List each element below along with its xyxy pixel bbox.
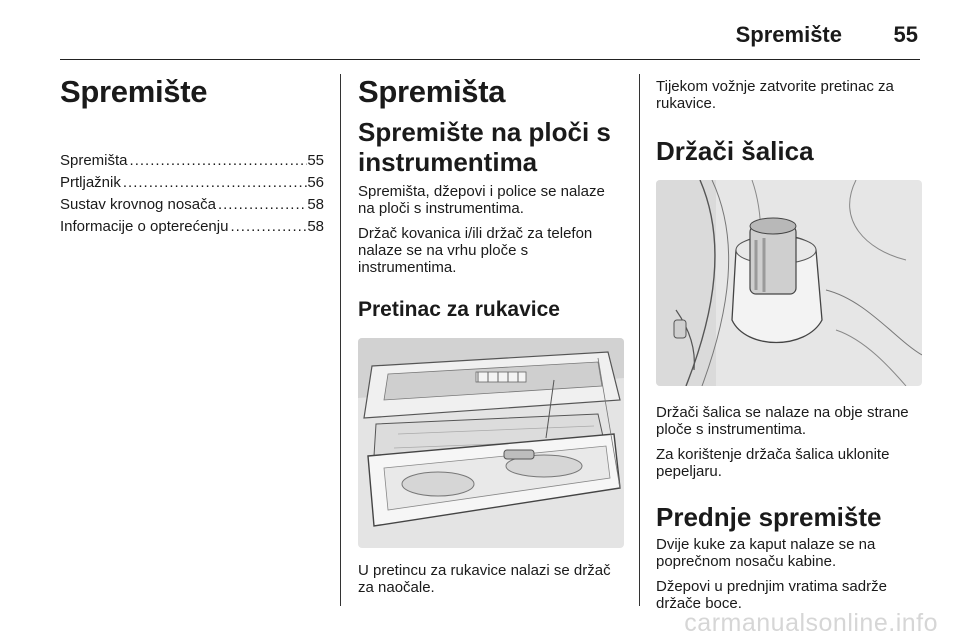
- toc-label: Spremišta: [60, 152, 128, 169]
- paragraph: Držač kovanica i/ili držač za telefon nalaze se na vrhu ploče s instrumentima.: [358, 225, 593, 276]
- toc-entry[interactable]: [60, 194, 324, 216]
- cupholder-illustration: [656, 180, 922, 386]
- page-header: [60, 14, 920, 60]
- chapter-column: [60, 74, 324, 238]
- toc-leader: [121, 172, 307, 194]
- subsection-title: Spremište na ploči s instrumentima: [358, 117, 611, 177]
- storage-column: [358, 74, 624, 596]
- toc-entry[interactable]: [60, 150, 324, 172]
- paragraph: Dvije kuke za kaput nalaze se na poprečnom nosaču kabine.: [656, 536, 876, 570]
- glovebox-drawing: [358, 338, 624, 548]
- paragraph: Tijekom vožnje zatvorite pretinac za rukavice.: [656, 78, 894, 112]
- paragraph: Džepovi u prednjim vratima sadrže držače boce.: [656, 578, 887, 612]
- watermark: carmanualsonline.info: [684, 609, 938, 637]
- section-title: Spremišta: [358, 74, 506, 109]
- paragraph: Spremišta, džepovi i police se nalaze na ploči s instrumentima.: [358, 183, 605, 217]
- chapter-title: Spremište: [60, 74, 208, 109]
- table-of-contents: [60, 150, 324, 238]
- glovebox-illustration: [358, 338, 624, 548]
- glovebox-caption: U pretincu za rukavice nalazi se držač za naočale.: [358, 562, 611, 596]
- cupholder-drawing: [656, 180, 922, 386]
- glovebox-heading: Pretinac za rukavice: [358, 298, 560, 321]
- toc-label: Prtljažnik: [60, 174, 121, 191]
- toc-entry[interactable]: [60, 216, 324, 238]
- toc-page: 58: [307, 196, 324, 213]
- page-number: 55: [893, 22, 918, 47]
- paragraph: Držači šalica se nalaze na obje strane ploče s instrumentima.: [656, 404, 909, 438]
- column-divider-1: [340, 74, 341, 606]
- toc-entry[interactable]: [60, 172, 324, 194]
- toc-leader: [216, 194, 307, 216]
- cupholder-column: [656, 74, 922, 612]
- column-divider-2: [639, 74, 640, 606]
- toc-page: 55: [307, 152, 324, 169]
- toc-page: 56: [307, 174, 324, 191]
- toc-label: Sustav krovnog nosača: [60, 196, 216, 213]
- paragraph: Za korištenje držača šalica uklonite pepeljaru.: [656, 446, 890, 480]
- toc-page: 58: [307, 218, 324, 235]
- toc-label: Informacije o opterećenju: [60, 218, 229, 235]
- front-storage-heading: Prednje spremište: [656, 502, 882, 532]
- toc-leader: [128, 150, 308, 172]
- toc-leader: [228, 216, 307, 238]
- cupholder-heading: Držači šalica: [656, 136, 814, 166]
- running-title: Spremište: [735, 22, 842, 47]
